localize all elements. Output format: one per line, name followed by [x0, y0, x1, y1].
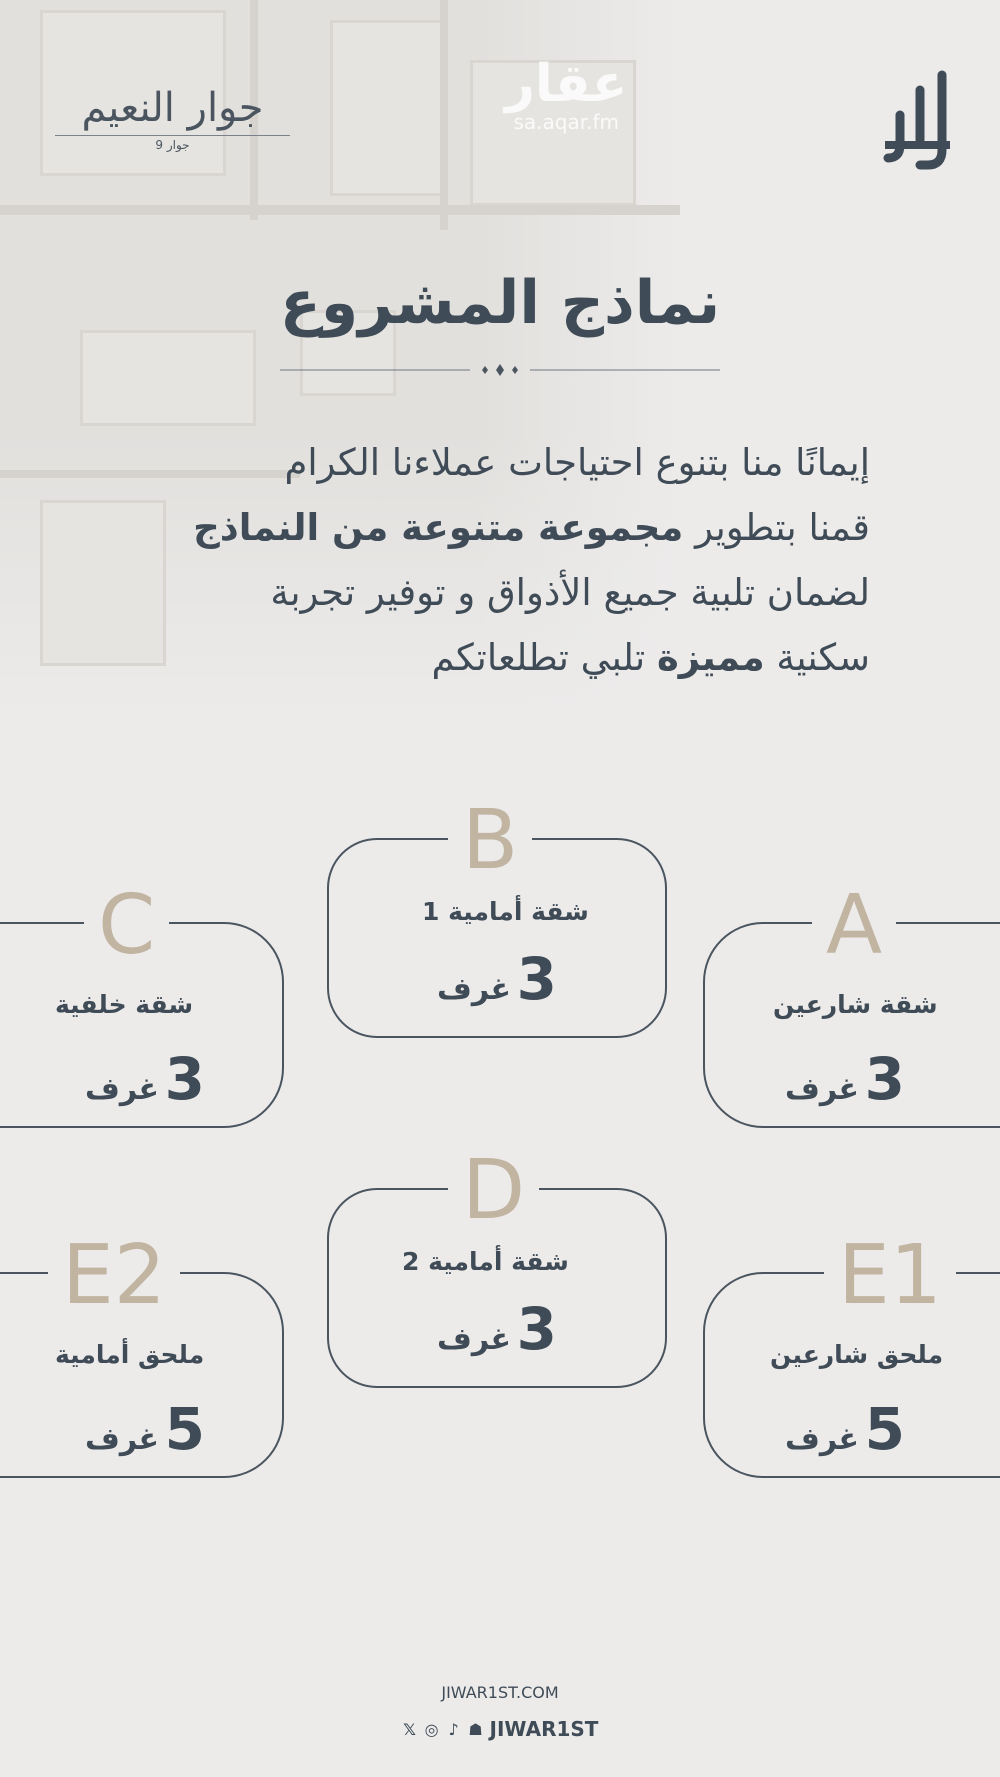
logo-divider	[55, 135, 290, 136]
model-letter-e1: E1	[824, 1235, 956, 1317]
model-rooms-num-e1: 5	[864, 1395, 905, 1463]
model-rooms-num-e2: 5	[164, 1395, 205, 1463]
intro-line-2	[110, 495, 870, 560]
model-rooms-unit-e2: غرف	[85, 1422, 160, 1457]
model-type-b: شقة أمامية 1	[422, 897, 589, 926]
title-ornament	[280, 364, 720, 376]
watermark-url: sa.aqar.fm	[513, 110, 619, 134]
project-logo	[55, 85, 290, 152]
intro-line-2-regular: قمنا بتطوير	[683, 506, 870, 549]
tiktok-icon[interactable]: ♪	[448, 1719, 459, 1739]
model-rooms-e1	[785, 1395, 905, 1463]
instagram-icon[interactable]: ◎	[424, 1719, 439, 1739]
x-icon[interactable]: 𝕏	[403, 1719, 416, 1739]
jiwar-logo-icon	[880, 70, 960, 170]
model-rooms-b	[437, 945, 557, 1013]
model-letter-b: B	[448, 800, 532, 882]
model-rooms-unit-b: غرف	[437, 972, 512, 1007]
intro-line-2-bold: مجموعة متنوعة من النماذج	[193, 506, 684, 549]
model-rooms-a	[785, 1045, 905, 1113]
model-rooms-num-a: 3	[864, 1045, 905, 1113]
snapchat-icon[interactable]: ☗	[468, 1719, 483, 1739]
project-subtitle: جوار 9	[155, 138, 190, 152]
aqar-watermark	[505, 54, 628, 134]
model-rooms-e2	[85, 1395, 205, 1463]
model-rooms-num-b: 3	[516, 945, 557, 1013]
intro-line-4-regular-b: تلبي تطلعاتكم	[431, 636, 657, 679]
model-letter-e2: E2	[48, 1235, 180, 1317]
model-type-a: شقة شارعين	[773, 990, 938, 1019]
model-rooms-d	[437, 1295, 557, 1363]
intro-line-4-bold: مميزة	[656, 636, 765, 679]
footer-social	[0, 1717, 1000, 1741]
social-row	[402, 1717, 599, 1741]
model-type-d: شقة أمامية 2	[402, 1247, 569, 1276]
model-type-e1: ملحق شارعين	[770, 1340, 944, 1369]
model-type-e2: ملحق أمامية	[55, 1340, 205, 1369]
model-rooms-unit-d: غرف	[437, 1322, 512, 1357]
model-rooms-unit-c: غرف	[85, 1072, 160, 1107]
intro-paragraph	[110, 430, 870, 690]
project-name: جوار النعيم	[81, 85, 264, 131]
model-rooms-c	[85, 1045, 205, 1113]
model-letter-d: D	[448, 1150, 539, 1232]
model-type-c: شقة خلفية	[55, 990, 194, 1019]
intro-line-4	[110, 625, 870, 690]
model-rooms-num-c: 3	[164, 1045, 205, 1113]
intro-line-1: إيمانًا منا بتنوع احتياجات عملاءنا الكرام	[284, 441, 870, 484]
model-letter-a: A	[812, 885, 896, 967]
watermark-text: عقار	[505, 54, 628, 114]
social-handle[interactable]: JIWAR1ST	[489, 1717, 599, 1741]
model-letter-c: C	[84, 885, 169, 967]
intro-line-4-regular-a: سكنية	[764, 636, 870, 679]
model-rooms-num-d: 3	[516, 1295, 557, 1363]
intro-line-3: لضمان تلبية جميع الأذواق و توفير تجربة	[270, 571, 870, 614]
model-rooms-unit-a: غرف	[785, 1072, 860, 1107]
model-rooms-unit-e1: غرف	[785, 1422, 860, 1457]
footer-website[interactable]: JIWAR1ST.COM	[441, 1683, 559, 1702]
page-title: نماذج المشروع	[279, 268, 721, 338]
